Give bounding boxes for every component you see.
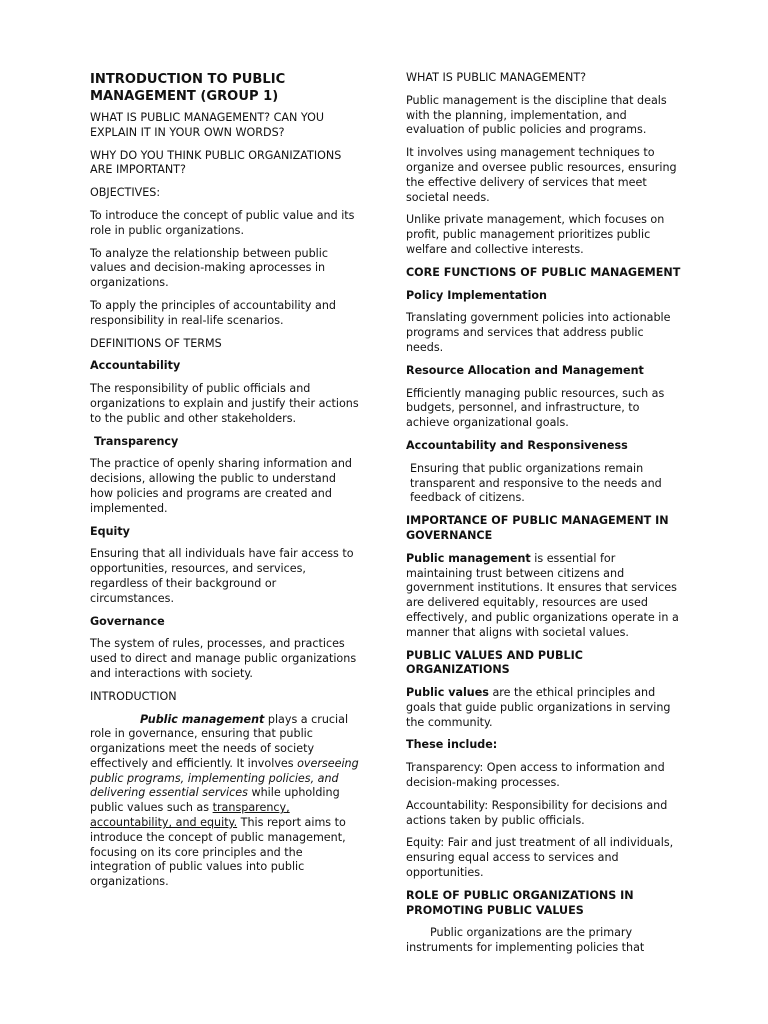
- definition-accountability: The responsibility of public officials and organizations to explain and justify their actions to the public and other stakeholders.: [90, 382, 359, 425]
- introduction-paragraph: [90, 713, 362, 891]
- importance-paragraph: [406, 552, 682, 641]
- importance-heading: IMPORTANCE OF PUBLIC MANAGEMENT IN GOVERNANCE: [406, 514, 669, 542]
- intro-text-1: plays a crucial role in governance, ensuring that public organizations meet the needs of society effectively and efficiently. It involves: [90, 712, 349, 770]
- term-transparency: Transparency: [94, 434, 179, 448]
- intro-text-2: while upholding public values such as: [90, 786, 340, 815]
- value-item-equity: Equity: Fair and just treatment of all individuals, ensuring equal access to services and opportunities.: [406, 836, 674, 880]
- public-values-text: are the ethical principles and goals that guide public organizations in serving the community.: [406, 686, 671, 729]
- core-functions-heading: CORE FUNCTIONS OF PUBLIC MANAGEMENT: [406, 265, 681, 279]
- definition-policy-implementation: Translating government policies into actionable programs and services that address public needs.: [406, 311, 671, 354]
- term-resource-allocation: Resource Allocation and Management: [406, 363, 644, 377]
- role-heading: ROLE OF PUBLIC ORGANIZATIONS IN PROMOTING PUBLIC VALUES: [406, 888, 634, 917]
- definition-governance: The system of rules, processes, and practices used to direct and manage public organizations and interactions with society.: [90, 637, 357, 680]
- value-item-transparency: Transparency: Open access to information and decision-making processes.: [406, 761, 665, 790]
- definitions-heading: DEFINITIONS OF TERMS: [90, 336, 222, 350]
- objectives-heading: OBJECTIVES:: [90, 186, 161, 200]
- document-title: INTRODUCTION TO PUBLIC MANAGEMENT (GROUP 1): [90, 72, 286, 104]
- introduction-heading: INTRODUCTION: [90, 689, 177, 703]
- definition-resource-allocation: Efficiently managing public resources, such as budgets, personnel, and infrastructure, to achieve organizational goals.: [406, 386, 665, 430]
- public-values-paragraph: [406, 686, 682, 730]
- term-accountability-responsiveness: Accountability and Responsiveness: [406, 438, 628, 452]
- term-governance: Governance: [90, 614, 165, 628]
- definition-transparency: The practice of openly sharing information and decisions, allowing the public to understand how policies and programs are created and implemented.: [90, 457, 353, 515]
- public-values-heading: PUBLIC VALUES AND PUBLIC ORGANIZATIONS: [406, 648, 583, 677]
- what-paragraph-3: Unlike private management, which focuses on profit, public management prioritizes public welfare and collective interests.: [406, 213, 665, 256]
- value-item-accountability: Accountability: Responsibility for decisions and actions taken by public officials.: [406, 798, 668, 827]
- term-accountability: Accountability: [90, 359, 181, 373]
- public-values-bold: Public values: [406, 686, 489, 700]
- importance-bold: Public management: [406, 551, 531, 565]
- objective-1: To introduce the concept of public value and its role in public organizations.: [90, 208, 355, 237]
- what-heading: WHAT IS PUBLIC MANAGEMENT?: [406, 71, 587, 84]
- what-paragraph-1: Public management is the discipline that deals with the planning, implementation, and evaluation of public policies and programs.: [406, 93, 667, 137]
- definition-accountability-responsiveness: Ensuring that public organizations remain transparent and responsive to the needs and feedback of citizens.: [410, 461, 662, 505]
- question-1: WHAT IS PUBLIC MANAGEMENT? CAN YOU EXPLAIN IT IN YOUR OWN WORDS?: [90, 111, 325, 139]
- objective-3: To apply the principles of accountability and responsibility in real-life scenarios.: [90, 298, 336, 327]
- intro-underlined: transparency, accountability, and equity.: [90, 801, 290, 830]
- question-2: WHY DO YOU THINK PUBLIC ORGANIZATIONS ARE IMPORTANT?: [90, 148, 342, 177]
- left-column: [90, 71, 362, 898]
- right-column: [406, 71, 682, 964]
- intro-italic: overseeing public programs, implementing policies, and delivering essential services: [90, 756, 359, 800]
- definition-equity: Ensuring that all individuals have fair access to opportunities, resources, and services, regardless of their background or circumstances.: [90, 547, 354, 605]
- what-paragraph-2: It involves using management techniques to organize and oversee public resources, ensuring the effective delivery of services that meet societal needs.: [406, 146, 677, 204]
- term-policy-implementation: Policy Implementation: [406, 288, 547, 302]
- importance-text: is essential for maintaining trust between citizens and government institutions. It ensures that services are delivered equitably, resources are used effectively, and public organizations operate in a manner that aligns with societal values.: [406, 551, 679, 639]
- intro-text-3: This report aims to introduce the concept of public management, focusing on its core principles and the integration of public values into public organizations.: [90, 816, 346, 889]
- objective-2: To analyze the relationship between public values and decision-making aprocesses in organizations.: [90, 246, 328, 290]
- these-include-label: These include:: [406, 738, 498, 752]
- intro-bold-italic: Public management: [140, 712, 265, 726]
- term-equity: Equity: [90, 524, 130, 538]
- role-paragraph: Public organizations are the primary instruments for implementing policies that: [406, 926, 645, 955]
